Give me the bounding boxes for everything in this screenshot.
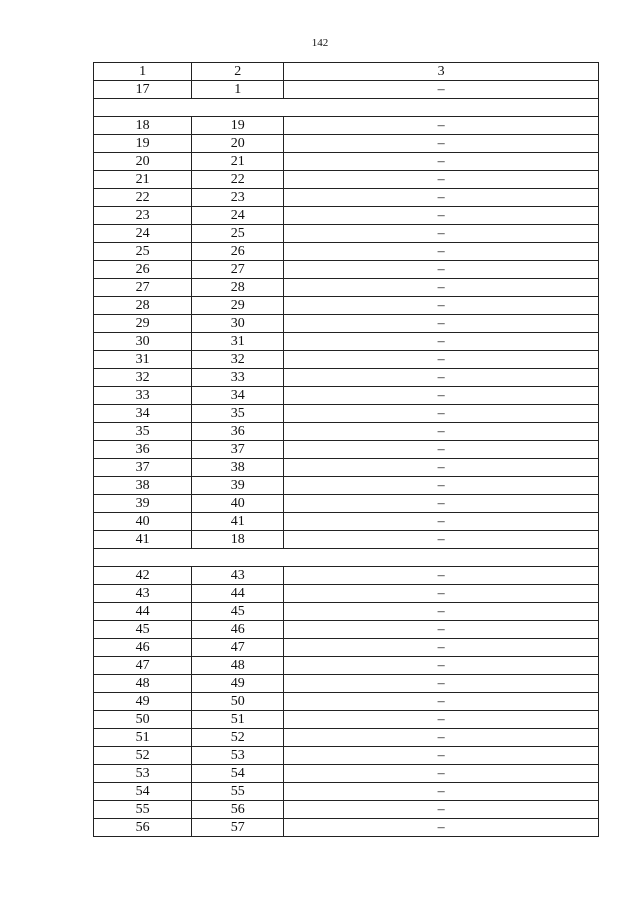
table-row	[94, 243, 599, 261]
table-cell-col-2: 21	[192, 153, 284, 171]
table-cell-col-3: –	[284, 207, 599, 225]
table-cell-col-3: –	[284, 711, 599, 729]
table-cell-col-3: –	[284, 369, 599, 387]
table-row	[94, 711, 599, 729]
table-cell-col-2: 51	[192, 711, 284, 729]
table-cell-col-2: 36	[192, 423, 284, 441]
table-cell-col-1: 25	[94, 243, 192, 261]
table-row	[94, 423, 599, 441]
table-cell-col-1: 31	[94, 351, 192, 369]
table-cell-col-3: –	[284, 351, 599, 369]
section-separator-row	[94, 99, 599, 117]
table-cell-col-3: –	[284, 819, 599, 837]
table-cell-col-1: 43	[94, 585, 192, 603]
table-cell-col-2: 44	[192, 585, 284, 603]
table-cell-col-3: –	[284, 189, 599, 207]
table-cell-col-2: 24	[192, 207, 284, 225]
table-cell-col-2: 55	[192, 783, 284, 801]
section-separator-cell	[94, 549, 599, 567]
table-cell-col-2: 1	[192, 81, 284, 99]
table-cell-col-3: –	[284, 477, 599, 495]
section-separator-row	[94, 549, 599, 567]
table-cell-col-1: 20	[94, 153, 192, 171]
table-cell-col-1: 56	[94, 819, 192, 837]
table-cell-col-1: 35	[94, 423, 192, 441]
table-cell-col-2: 41	[192, 513, 284, 531]
table-cell-col-1: 54	[94, 783, 192, 801]
table-row	[94, 693, 599, 711]
table-cell-col-1: 39	[94, 495, 192, 513]
table-cell-col-3: –	[284, 459, 599, 477]
table-row	[94, 621, 599, 639]
table-cell-col-3: –	[284, 621, 599, 639]
table-cell-col-2: 20	[192, 135, 284, 153]
table-cell-col-3: –	[284, 729, 599, 747]
table-cell-col-2: 25	[192, 225, 284, 243]
table-cell-col-1: 44	[94, 603, 192, 621]
table-cell-col-3: –	[284, 135, 599, 153]
table-cell-col-1: 47	[94, 657, 192, 675]
table-cell-col-3: –	[284, 747, 599, 765]
table-cell-col-2: 46	[192, 621, 284, 639]
table-row	[94, 135, 599, 153]
table-cell-col-3: –	[284, 279, 599, 297]
table-cell-col-3: –	[284, 315, 599, 333]
table-cell-col-3: –	[284, 765, 599, 783]
table-row	[94, 297, 599, 315]
table-row	[94, 405, 599, 423]
table-cell-col-1: 52	[94, 747, 192, 765]
table-cell-col-3: –	[284, 261, 599, 279]
table-cell-col-3: –	[284, 225, 599, 243]
table-cell-col-3: –	[284, 603, 599, 621]
table-cell-col-1: 26	[94, 261, 192, 279]
table-cell-col-1: 50	[94, 711, 192, 729]
table-cell-col-1: 29	[94, 315, 192, 333]
table-cell-col-2: 39	[192, 477, 284, 495]
table-row	[94, 531, 599, 549]
table-row	[94, 279, 599, 297]
table-cell-col-1: 19	[94, 135, 192, 153]
table-cell-col-2: 53	[192, 747, 284, 765]
table-cell-col-2: 26	[192, 243, 284, 261]
table-cell-col-3: –	[284, 531, 599, 549]
table-cell-col-2: 19	[192, 117, 284, 135]
table-cell-col-3: –	[284, 297, 599, 315]
table-row	[94, 369, 599, 387]
table-cell-col-2: 47	[192, 639, 284, 657]
table-cell-col-3: –	[284, 405, 599, 423]
table-row	[94, 153, 599, 171]
table-row	[94, 333, 599, 351]
table-row	[94, 675, 599, 693]
table-cell-col-3: –	[284, 153, 599, 171]
table-row	[94, 387, 599, 405]
table-row	[94, 315, 599, 333]
table-cell-col-2: 23	[192, 189, 284, 207]
table-cell-col-1: 38	[94, 477, 192, 495]
table-cell-col-2: 27	[192, 261, 284, 279]
page-number: 142	[311, 37, 329, 49]
table-cell-col-1: 17	[94, 81, 192, 99]
table-cell-col-2: 45	[192, 603, 284, 621]
table-cell-col-2: 38	[192, 459, 284, 477]
table-cell-col-2: 48	[192, 657, 284, 675]
table-cell-col-3: –	[284, 585, 599, 603]
table-cell-col-2: 37	[192, 441, 284, 459]
table-cell-col-2: 56	[192, 801, 284, 819]
table-cell-col-1: 18	[94, 117, 192, 135]
table-row	[94, 783, 599, 801]
table-header-row	[94, 63, 599, 81]
table-row	[94, 747, 599, 765]
table-cell-col-3: –	[284, 387, 599, 405]
column-header-1: 1	[94, 63, 192, 81]
table-row	[94, 567, 599, 585]
table-cell-col-3: –	[284, 639, 599, 657]
table-cell-col-1: 45	[94, 621, 192, 639]
table-cell-col-2: 22	[192, 171, 284, 189]
table-row	[94, 117, 599, 135]
table-cell-col-2: 31	[192, 333, 284, 351]
table-cell-col-2: 34	[192, 387, 284, 405]
table-cell-col-3: –	[284, 675, 599, 693]
table-cell-col-1: 37	[94, 459, 192, 477]
table-cell-col-1: 27	[94, 279, 192, 297]
section-separator-cell	[94, 99, 599, 117]
table-cell-col-1: 32	[94, 369, 192, 387]
table-row	[94, 225, 599, 243]
table-row	[94, 729, 599, 747]
table-row	[94, 207, 599, 225]
data-table	[93, 62, 599, 837]
table-cell-col-3: –	[284, 657, 599, 675]
table-row	[94, 639, 599, 657]
table-row	[94, 81, 599, 99]
table-cell-col-2: 32	[192, 351, 284, 369]
table-cell-col-2: 52	[192, 729, 284, 747]
table-body	[94, 63, 599, 837]
table-cell-col-2: 49	[192, 675, 284, 693]
table-row	[94, 351, 599, 369]
table-row	[94, 189, 599, 207]
column-header-3: 3	[284, 63, 599, 81]
table-cell-col-1: 24	[94, 225, 192, 243]
table-row	[94, 603, 599, 621]
table-cell-col-1: 34	[94, 405, 192, 423]
table-cell-col-1: 55	[94, 801, 192, 819]
table-cell-col-1: 42	[94, 567, 192, 585]
table-cell-col-1: 51	[94, 729, 192, 747]
table-cell-col-1: 33	[94, 387, 192, 405]
table-cell-col-1: 36	[94, 441, 192, 459]
table-cell-col-2: 57	[192, 819, 284, 837]
table-cell-col-3: –	[284, 567, 599, 585]
table-cell-col-3: –	[284, 783, 599, 801]
table-cell-col-1: 28	[94, 297, 192, 315]
table-row	[94, 495, 599, 513]
column-header-2: 2	[192, 63, 284, 81]
table-row	[94, 441, 599, 459]
table-row	[94, 171, 599, 189]
table-cell-col-2: 35	[192, 405, 284, 423]
table-cell-col-2: 29	[192, 297, 284, 315]
table-cell-col-2: 33	[192, 369, 284, 387]
table-cell-col-1: 23	[94, 207, 192, 225]
table-cell-col-1: 53	[94, 765, 192, 783]
table-row	[94, 765, 599, 783]
table-cell-col-3: –	[284, 441, 599, 459]
table-cell-col-3: –	[284, 117, 599, 135]
table-cell-col-3: –	[284, 495, 599, 513]
table-cell-col-3: –	[284, 693, 599, 711]
table-cell-col-2: 54	[192, 765, 284, 783]
table-cell-col-1: 22	[94, 189, 192, 207]
table-row	[94, 585, 599, 603]
table-cell-col-2: 28	[192, 279, 284, 297]
table-cell-col-1: 49	[94, 693, 192, 711]
table-cell-col-2: 43	[192, 567, 284, 585]
table-cell-col-3: –	[284, 801, 599, 819]
table-row	[94, 513, 599, 531]
table-cell-col-2: 18	[192, 531, 284, 549]
table-cell-col-3: –	[284, 513, 599, 531]
table-cell-col-1: 40	[94, 513, 192, 531]
table-cell-col-3: –	[284, 423, 599, 441]
table-cell-col-2: 50	[192, 693, 284, 711]
table-cell-col-1: 48	[94, 675, 192, 693]
table-cell-col-3: –	[284, 171, 599, 189]
table-cell-col-2: 40	[192, 495, 284, 513]
table-row	[94, 801, 599, 819]
table-cell-col-1: 46	[94, 639, 192, 657]
table-row	[94, 261, 599, 279]
table-cell-col-3: –	[284, 333, 599, 351]
table-cell-col-2: 30	[192, 315, 284, 333]
table-cell-col-3: –	[284, 81, 599, 99]
table-row	[94, 459, 599, 477]
table-cell-col-3: –	[284, 243, 599, 261]
table-row	[94, 657, 599, 675]
table-cell-col-1: 21	[94, 171, 192, 189]
table-cell-col-1: 30	[94, 333, 192, 351]
table-row	[94, 477, 599, 495]
table-cell-col-1: 41	[94, 531, 192, 549]
table-row	[94, 819, 599, 837]
